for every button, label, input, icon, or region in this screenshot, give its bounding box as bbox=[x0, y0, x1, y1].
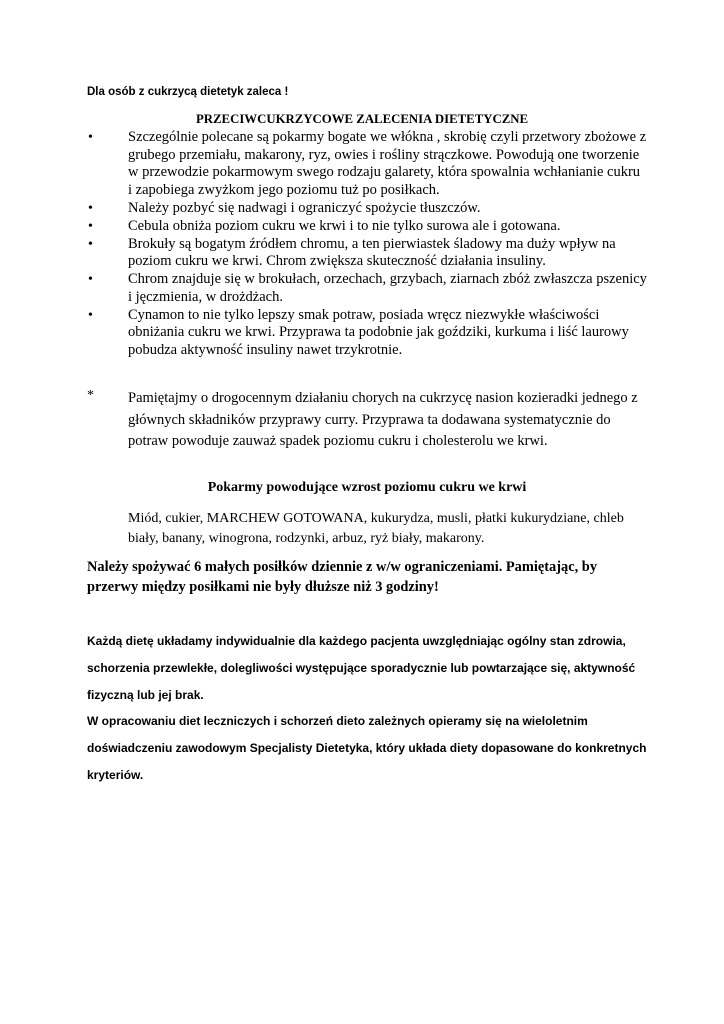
closing-paragraph: Każdą dietę układamy indywidualnie dla każdego pacjenta uwzględniając ogólny stan zdrowia, schorzenia przewlekłe, dolegliwości występujące sporadycznie lub powtarzające się, aktywność fizyczną lub jej brak. bbox=[87, 634, 636, 702]
foods-list: Miód, cukier, MARCHEW GOTOWANA, kukurydza, musli, płatki kukurydziane, chleb biały, banany, winogrona, rodzynki, arbuz, ryż biały, makarony. bbox=[128, 511, 624, 546]
list-item bbox=[87, 236, 647, 271]
list-item-text: Brokuły są bogatym źródłem chromu, a ten pierwiastek śladowy ma duży wpływ na poziom cukru we krwi. Chrom zwiększa skuteczność działania insuliny. bbox=[128, 235, 616, 269]
list-item bbox=[87, 271, 647, 306]
list-item-text: Chrom znajduje się w brokułach, orzechach, grzybach, ziarnach zbóż zwłaszcza pszenicy i jęczmienia, w drożdżach. bbox=[128, 271, 647, 305]
list-item-text: Cynamon to nie tylko lepszy smak potraw, posiada wręcz niezwykłe właściwości obniżania cukru we krwi. Przyprawa ta podobnie jak goździki, kurkuma i liść laurowy pobudza aktywność insuliny nawet trzykrotnie. bbox=[128, 306, 629, 358]
bullet-icon: • bbox=[88, 272, 93, 287]
list-item bbox=[87, 307, 647, 360]
fenugreek-note bbox=[87, 388, 647, 453]
bullet-icon: • bbox=[88, 236, 93, 252]
bullet-icon: • bbox=[88, 218, 93, 234]
list-item bbox=[87, 200, 647, 218]
list-item-text: Należy pozbyć się nadwagi i ograniczyć spożycie tłuszczów. bbox=[128, 199, 481, 216]
closing-section bbox=[87, 628, 647, 789]
bullet-icon: • bbox=[88, 307, 93, 323]
meals-advice: Należy spożywać 6 małych posiłków dziennie z w/w ograniczeniami. Pamiętając, by przerwy między posiłkami nie były dłuższe niż 3 godziny! bbox=[87, 559, 598, 595]
intro-line: Dla osób z cukrzycą dietetyk zaleca ! bbox=[87, 86, 289, 98]
list-item bbox=[87, 218, 647, 236]
list-item-text: Szczególnie polecane są pokarmy bogate we włókna , skrobię czyli przetwory zbożowe z grubego przemiału, makarony, ryz, owies i rośliny strączkowe. Powodują one tworzenie w przewodzie pokarmowym swego rodzaju galarety, która spowalnia wchłanianie cukru i zapobiega zwyżkom jego poziomu tuż po posiłkach. bbox=[128, 129, 647, 198]
asterisk-icon: * bbox=[87, 388, 94, 403]
page-title: PRZECIWCUKRZYCOWE ZALECENIA DIETETYCZNE bbox=[195, 112, 529, 126]
bullet-icon: • bbox=[88, 200, 93, 216]
recommendation-list bbox=[87, 129, 647, 360]
list-item-text: Cebula obniża poziom cukru we krwi i to nie tylko surowa ale i gotowana. bbox=[128, 217, 561, 234]
closing-paragraph: W opracowaniu diet leczniczych i schorzeń dieto zależnych opieramy się na wieloletnim doświadczeniu zawodowym Specjalisty Dietetyka, który układa diety dopasowane do konkretnych kryteriów. bbox=[87, 714, 647, 782]
list-item bbox=[87, 129, 647, 199]
section-subtitle: Pokarmy powodujące wzrost poziomu cukru we krwi bbox=[207, 480, 527, 495]
note-text: Pamiętajmy o drogocennym działaniu chorych na cukrzycę nasion kozieradki jednego z głównych składników przyprawy curry. Przyprawa ta dodawana systematycznie do potraw powoduje zauważ spadek poziomu cukru i cholesterolu we krwi. bbox=[128, 390, 638, 449]
bullet-icon: • bbox=[88, 130, 93, 145]
